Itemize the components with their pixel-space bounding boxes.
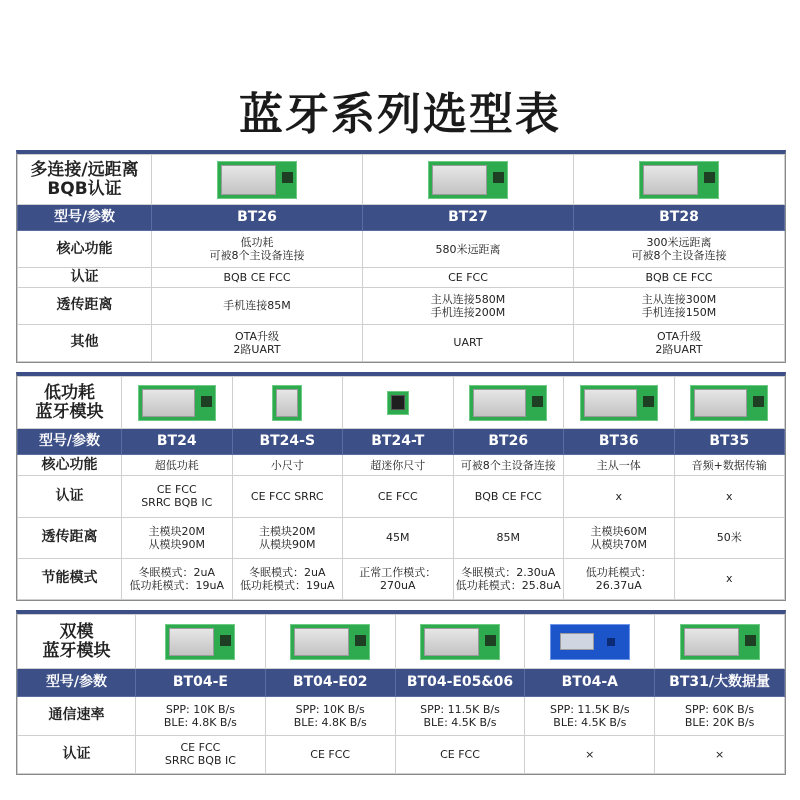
- section-dual-mode: [16, 610, 786, 775]
- table-cell: OTA升级 2路UART: [152, 324, 363, 361]
- table-cell: 主模块20M 从模块90M: [232, 517, 343, 558]
- model-name: BT26: [453, 429, 564, 455]
- table-cell: 85M: [453, 517, 564, 558]
- row-label: 其他: [18, 324, 152, 361]
- table-cell: CE FCC SRRC: [232, 476, 343, 517]
- row-label: 核心功能: [18, 231, 152, 268]
- table-cell: CE FCC: [363, 268, 574, 287]
- model-name: BT04-E05&06: [395, 669, 525, 697]
- model-name: BT36: [564, 429, 675, 455]
- section-low-power: [16, 372, 786, 601]
- table-cell: CE FCC: [395, 735, 525, 774]
- row-label: 节能模式: [18, 558, 122, 599]
- table-cell: 45M: [343, 517, 454, 558]
- module-image-bt24-s: [232, 377, 343, 429]
- model-name: BT35: [674, 429, 785, 455]
- table-row: [18, 455, 785, 476]
- table-cell: ×: [655, 735, 785, 774]
- table-cell: 主模块20M 从模块90M: [122, 517, 233, 558]
- section3-table: [17, 614, 785, 774]
- table-cell: SPP: 60K B/s BLE: 20K B/s: [655, 697, 785, 736]
- model-name: BT04-A: [525, 669, 655, 697]
- table-cell: 主从连接580M 手机连接200M: [363, 287, 574, 324]
- table-row: [18, 558, 785, 599]
- model-name: BT28: [574, 205, 785, 231]
- module-image-bt04-e: [136, 615, 266, 669]
- table-cell: CE FCC SRRC BQB IC: [136, 735, 266, 774]
- section1-model-row: [18, 205, 785, 231]
- section1-category: 多连接/远距离 BQB认证: [18, 155, 152, 205]
- table-cell: CE FCC: [343, 476, 454, 517]
- model-name: BT26: [152, 205, 363, 231]
- row-label: 通信速率: [18, 697, 136, 736]
- table-cell: 300米远距离 可被8个主设备连接: [574, 231, 785, 268]
- table-row: [18, 268, 785, 287]
- table-cell: 手机连接85M: [152, 287, 363, 324]
- section2-table: [17, 376, 785, 600]
- module-image-bt24-t: [343, 377, 454, 429]
- table-row: [18, 287, 785, 324]
- section3-header-label: 型号/参数: [18, 669, 136, 697]
- row-label: 认证: [18, 476, 122, 517]
- module-image-bt04-a: [525, 615, 655, 669]
- table-row: [18, 324, 785, 361]
- table-cell: 冬眠模式：2.30uA 低功耗模式：25.8uA: [453, 558, 564, 599]
- model-name: BT27: [363, 205, 574, 231]
- table-cell: SPP: 11.5K B/s BLE: 4.5K B/s: [525, 697, 655, 736]
- model-name: BT24-T: [343, 429, 454, 455]
- table-row: [18, 231, 785, 268]
- module-image-bt35: [674, 377, 785, 429]
- section1-image-row: [18, 155, 785, 205]
- table-cell: 低功耗 可被8个主设备连接: [152, 231, 363, 268]
- table-cell: UART: [363, 324, 574, 361]
- model-name: BT24-S: [232, 429, 343, 455]
- table-cell: 50米: [674, 517, 785, 558]
- table-cell: 超迷你尺寸: [343, 455, 454, 476]
- table-cell: 超低功耗: [122, 455, 233, 476]
- section1-table: [17, 154, 785, 362]
- table-cell: CE FCC: [265, 735, 395, 774]
- section2-image-row: [18, 377, 785, 429]
- section2-header-label: 型号/参数: [18, 429, 122, 455]
- model-name: BT04-E02: [265, 669, 395, 697]
- table-row: [18, 476, 785, 517]
- table-cell: 低功耗模式： 26.37uA: [564, 558, 675, 599]
- table-cell: 580米远距离: [363, 231, 574, 268]
- module-image-bt36: [564, 377, 675, 429]
- module-image-bt31: [655, 615, 785, 669]
- table-row: [18, 697, 785, 736]
- table-row: [18, 517, 785, 558]
- row-label: 核心功能: [18, 455, 122, 476]
- module-image-bt04-e05-06: [395, 615, 525, 669]
- table-cell: x: [674, 476, 785, 517]
- table-row: [18, 735, 785, 774]
- table-cell: SPP: 10K B/s BLE: 4.8K B/s: [265, 697, 395, 736]
- module-image-bt04-e02: [265, 615, 395, 669]
- row-label: 认证: [18, 268, 152, 287]
- section2-model-row: [18, 429, 785, 455]
- module-image-bt26: [453, 377, 564, 429]
- table-cell: 小尺寸: [232, 455, 343, 476]
- model-name: BT24: [122, 429, 233, 455]
- table-cell: BQB CE FCC: [453, 476, 564, 517]
- section3-category: 双模 蓝牙模块: [18, 615, 136, 669]
- table-cell: 主从连接300M 手机连接150M: [574, 287, 785, 324]
- table-cell: SPP: 11.5K B/s BLE: 4.5K B/s: [395, 697, 525, 736]
- section3-model-row: [18, 669, 785, 697]
- table-cell: 冬眠模式：2uA 低功耗模式：19uA: [232, 558, 343, 599]
- table-cell: 主模块60M 从模块70M: [564, 517, 675, 558]
- row-label: 透传距离: [18, 287, 152, 324]
- table-cell: BQB CE FCC: [152, 268, 363, 287]
- table-cell: OTA升级 2路UART: [574, 324, 785, 361]
- section2-category: 低功耗 蓝牙模块: [18, 377, 122, 429]
- table-cell: 冬眠模式：2uA 低功耗模式：19uA: [122, 558, 233, 599]
- table-cell: BQB CE FCC: [574, 268, 785, 287]
- section-multi-connect: [16, 150, 786, 363]
- module-image-bt28: [574, 155, 785, 205]
- page-title: 蓝牙系列选型表: [239, 89, 561, 140]
- table-cell: x: [674, 558, 785, 599]
- section1-header-label: 型号/参数: [18, 205, 152, 231]
- table-cell: CE FCC SRRC BQB IC: [122, 476, 233, 517]
- table-cell: 主从一体: [564, 455, 675, 476]
- row-label: 认证: [18, 735, 136, 774]
- module-image-bt27: [363, 155, 574, 205]
- table-cell: ×: [525, 735, 655, 774]
- section3-image-row: [18, 615, 785, 669]
- table-cell: 可被8个主设备连接: [453, 455, 564, 476]
- model-name: BT04-E: [136, 669, 266, 697]
- row-label: 透传距离: [18, 517, 122, 558]
- table-cell: SPP: 10K B/s BLE: 4.8K B/s: [136, 697, 266, 736]
- table-cell: 音频+数据传输: [674, 455, 785, 476]
- table-cell: 正常工作模式： 270uA: [343, 558, 454, 599]
- table-cell: x: [564, 476, 675, 517]
- model-name: BT31/大数据量: [655, 669, 785, 697]
- module-image-bt24: [122, 377, 233, 429]
- module-image-bt26: [152, 155, 363, 205]
